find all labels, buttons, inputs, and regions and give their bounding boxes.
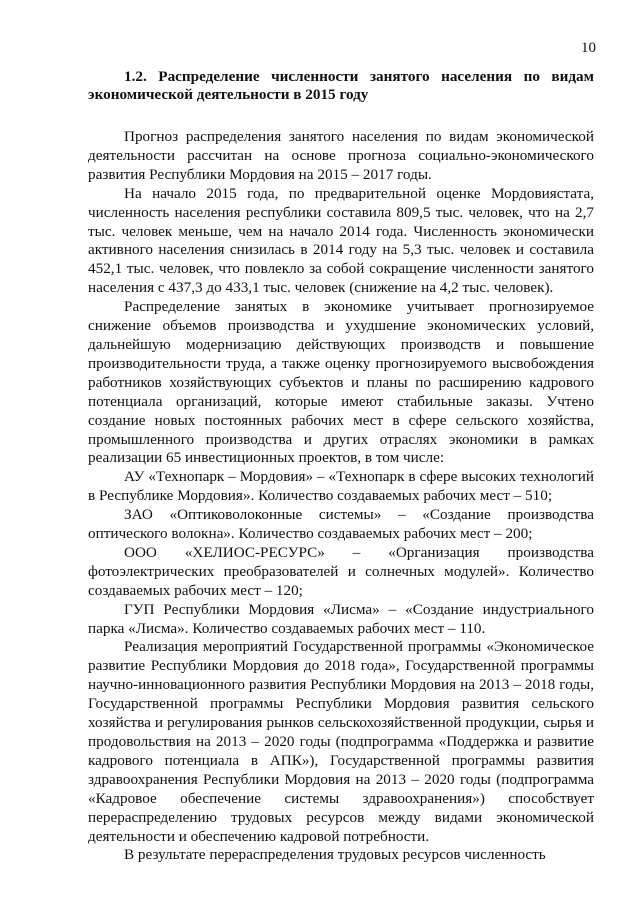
page-number: 10 xyxy=(581,40,596,56)
paragraph-state-programs: Реализация мероприятий Государственной программы «Экономическое развитие Республики Мордовия до 2018 года», Государственной программы научно-инновационного развития Республики Мордовия на 2013 – 2018 годы, Государственной программы Республики Мордовия развития сельского хозяйства и регулирования рынков сельскохозяйственной продукции, сырья и продовольствия на 2013 – 2020 годы (подпрограмма «Поддержка и развитие кадрового потенциала в АПК»), Государственной программы развития здравоохранения Республики Мордовия на 2013 – 2020 годы (подпрограмма «Кадровое обеспечение системы здравоохранения») способствует перераспределению трудовых ресурсов между видами экономической деятельности и обеспечению кадровой потребности. xyxy=(88,638,594,845)
paragraph-employment-distribution: Распределение занятых в экономике учитывает прогнозируемое снижение объемов производства и ухудшение экономических условий, дальнейшую модернизацию действующих производств и повышение производительности труда, а также оценку прогнозируемого высвобождения работников хозяйствующих субъектов и планы по расширению кадрового потенциала организаций, которые имеют стабильные заказы. Учтено создание новых постоянных рабочих мест в сфере сельского хозяйства, промышленного производства и других отраслях экономики в рамках реализации 65 инвестиционных проектов, в том числе: xyxy=(88,298,594,467)
paragraph-project-technopark: АУ «Технопарк – Мордовия» – «Технопарк в сфере высоких технологий в Республике Мордовия». Количество создаваемых рабочих мест – 510; xyxy=(88,468,594,505)
paragraph-project-optical-fiber: ЗАО «Оптиковолоконные системы» – «Создание производства оптического волокна». Количество создаваемых рабочих мест – 200; xyxy=(88,506,594,543)
paragraph-project-helios: ООО «ХЕЛИОС-РЕСУРС» – «Организация производства фотоэлектрических преобразователей и солнечных модулей». Количество создаваемых рабочих мест – 120; xyxy=(88,543,594,599)
paragraph-project-lisma: ГУП Республики Мордовия «Лисма» – «Создание индустриального парка «Лисма». Количество создаваемых рабочих мест – 110. xyxy=(88,600,594,637)
document-body xyxy=(88,68,594,865)
paragraph-forecast-intro: Прогноз распределения занятого населения по видам экономической деятельности рассчитан на основе прогноза социально-экономического развития Республики Мордовия на 2015 – 2017 годы. xyxy=(88,128,594,183)
paragraph-result: В результате перераспределения трудовых ресурсов численность xyxy=(124,846,546,864)
paragraph-population-2015: На начало 2015 года, по предварительной оценке Мордовиястата, численность населения республики составила 809,5 тыс. человек, что на 2,7 тыс. человек меньше, чем на начало 2014 года. Численность экономически активного населения снизилась в 2014 году на 5,3 тыс. человек и составила 452,1 тыс. человек, что повлекло за собой сокращение численности занятого населения с 437,3 до 433,1 тыс. человек (снижение на 4,2 тыс. человек). xyxy=(88,184,594,297)
section-heading: 1.2. Распределение численности занятого населения по видам экономической деятельности в 2015 году xyxy=(88,68,594,103)
